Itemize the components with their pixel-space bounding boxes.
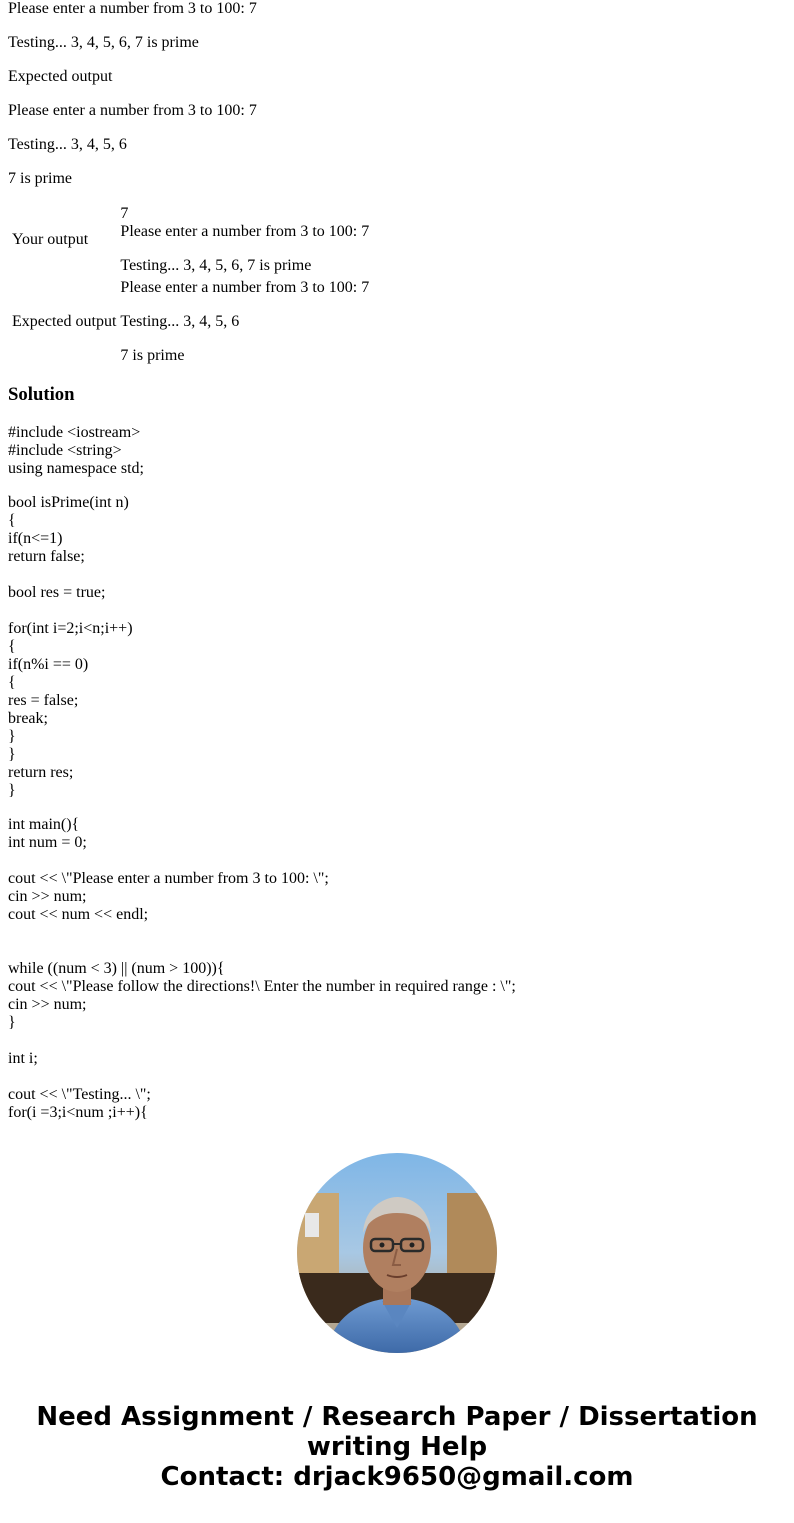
code-line: #include <string> [8,442,122,459]
code-block [8,424,788,478]
code-line: using namespace std; [8,460,144,477]
code-line: for(i =3;i<num ;i++){ [8,1104,148,1121]
code-line: } [8,728,16,745]
author-portrait-image [297,1153,497,1353]
output-line: Testing... 3, 4, 5, 6 [120,313,240,330]
code-line: cout << \"Please follow the directions!\ Enter the number in required range : \"; [8,978,516,995]
code-line: cout << \"Testing... \"; [8,1086,151,1103]
code-line: res = false; [8,692,79,709]
code-block [8,494,788,800]
your-output-cell [119,204,370,276]
code-line: bool isPrime(int n) [8,494,129,511]
code-line [8,942,788,960]
code-line: int main(){ [8,816,80,833]
code-line [8,1032,788,1050]
code-line: } [8,1014,16,1031]
output-line: 7 is prime [120,347,185,364]
code-line: cin >> num; [8,888,87,905]
code-line: if(n<=1) [8,530,63,547]
code-block [8,816,788,1122]
promo-contact: Contact: drjack9650@gmail.com [160,1462,634,1492]
code-line: cin >> num; [8,996,87,1013]
code-line [8,602,788,620]
solution-code [8,424,788,1122]
code-line: int i; [8,1050,38,1067]
code-line: if(n%i == 0) [8,656,89,673]
your-output-label: Your output [12,231,89,248]
code-line: { [8,512,16,529]
expected-output-label: Expected output [12,313,117,330]
code-line: int num = 0; [8,834,87,851]
code-line: { [8,674,16,691]
output-line: Please enter a number from 3 to 100: 7 [120,279,370,296]
output-line: Testing... 3, 4, 5, 6, 7 is prime [120,257,312,274]
code-line: break; [8,710,48,727]
promo-line: writing Help [306,1432,488,1462]
intro-line: Expected output [8,68,113,85]
table-row [11,204,370,276]
intro-line: Testing... 3, 4, 5, 6 [8,136,127,153]
code-line: while ((num < 3) || (num > 100)){ [8,960,225,977]
code-line: return false; [8,548,85,565]
code-line: } [8,782,16,799]
document-content [8,0,788,1122]
code-line: cout << num << endl; [8,906,149,923]
code-line: { [8,638,16,655]
code-line: for(int i=2;i<n;i++) [8,620,133,637]
code-line [8,1068,788,1086]
code-line [8,566,788,584]
intro-line: Testing... 3, 4, 5, 6, 7 is prime [8,34,199,51]
output-line: 7 [120,205,129,222]
code-line: cout << \"Please enter a number from 3 to 100: \"; [8,870,329,887]
intro-line: 7 is prime [8,170,72,187]
promo-banner [0,1402,794,1492]
expected-output-cell [119,278,370,366]
solution-heading: Solution [8,384,75,405]
code-line: #include <iostream> [8,424,141,441]
author-avatar [297,1153,497,1353]
code-line [8,852,788,870]
code-line: bool res = true; [8,584,106,601]
table-row [11,278,370,366]
output-comparison-table [9,202,372,368]
intro-line: Please enter a number from 3 to 100: 7 [8,0,257,17]
output-line: Please enter a number from 3 to 100: 7 [120,223,370,240]
intro-section [8,0,788,188]
code-line: } [8,746,16,763]
code-line [8,924,788,942]
promo-line: Need Assignment / Research Paper / Dissertation [36,1402,758,1432]
intro-line: Please enter a number from 3 to 100: 7 [8,102,257,119]
code-line: return res; [8,764,74,781]
